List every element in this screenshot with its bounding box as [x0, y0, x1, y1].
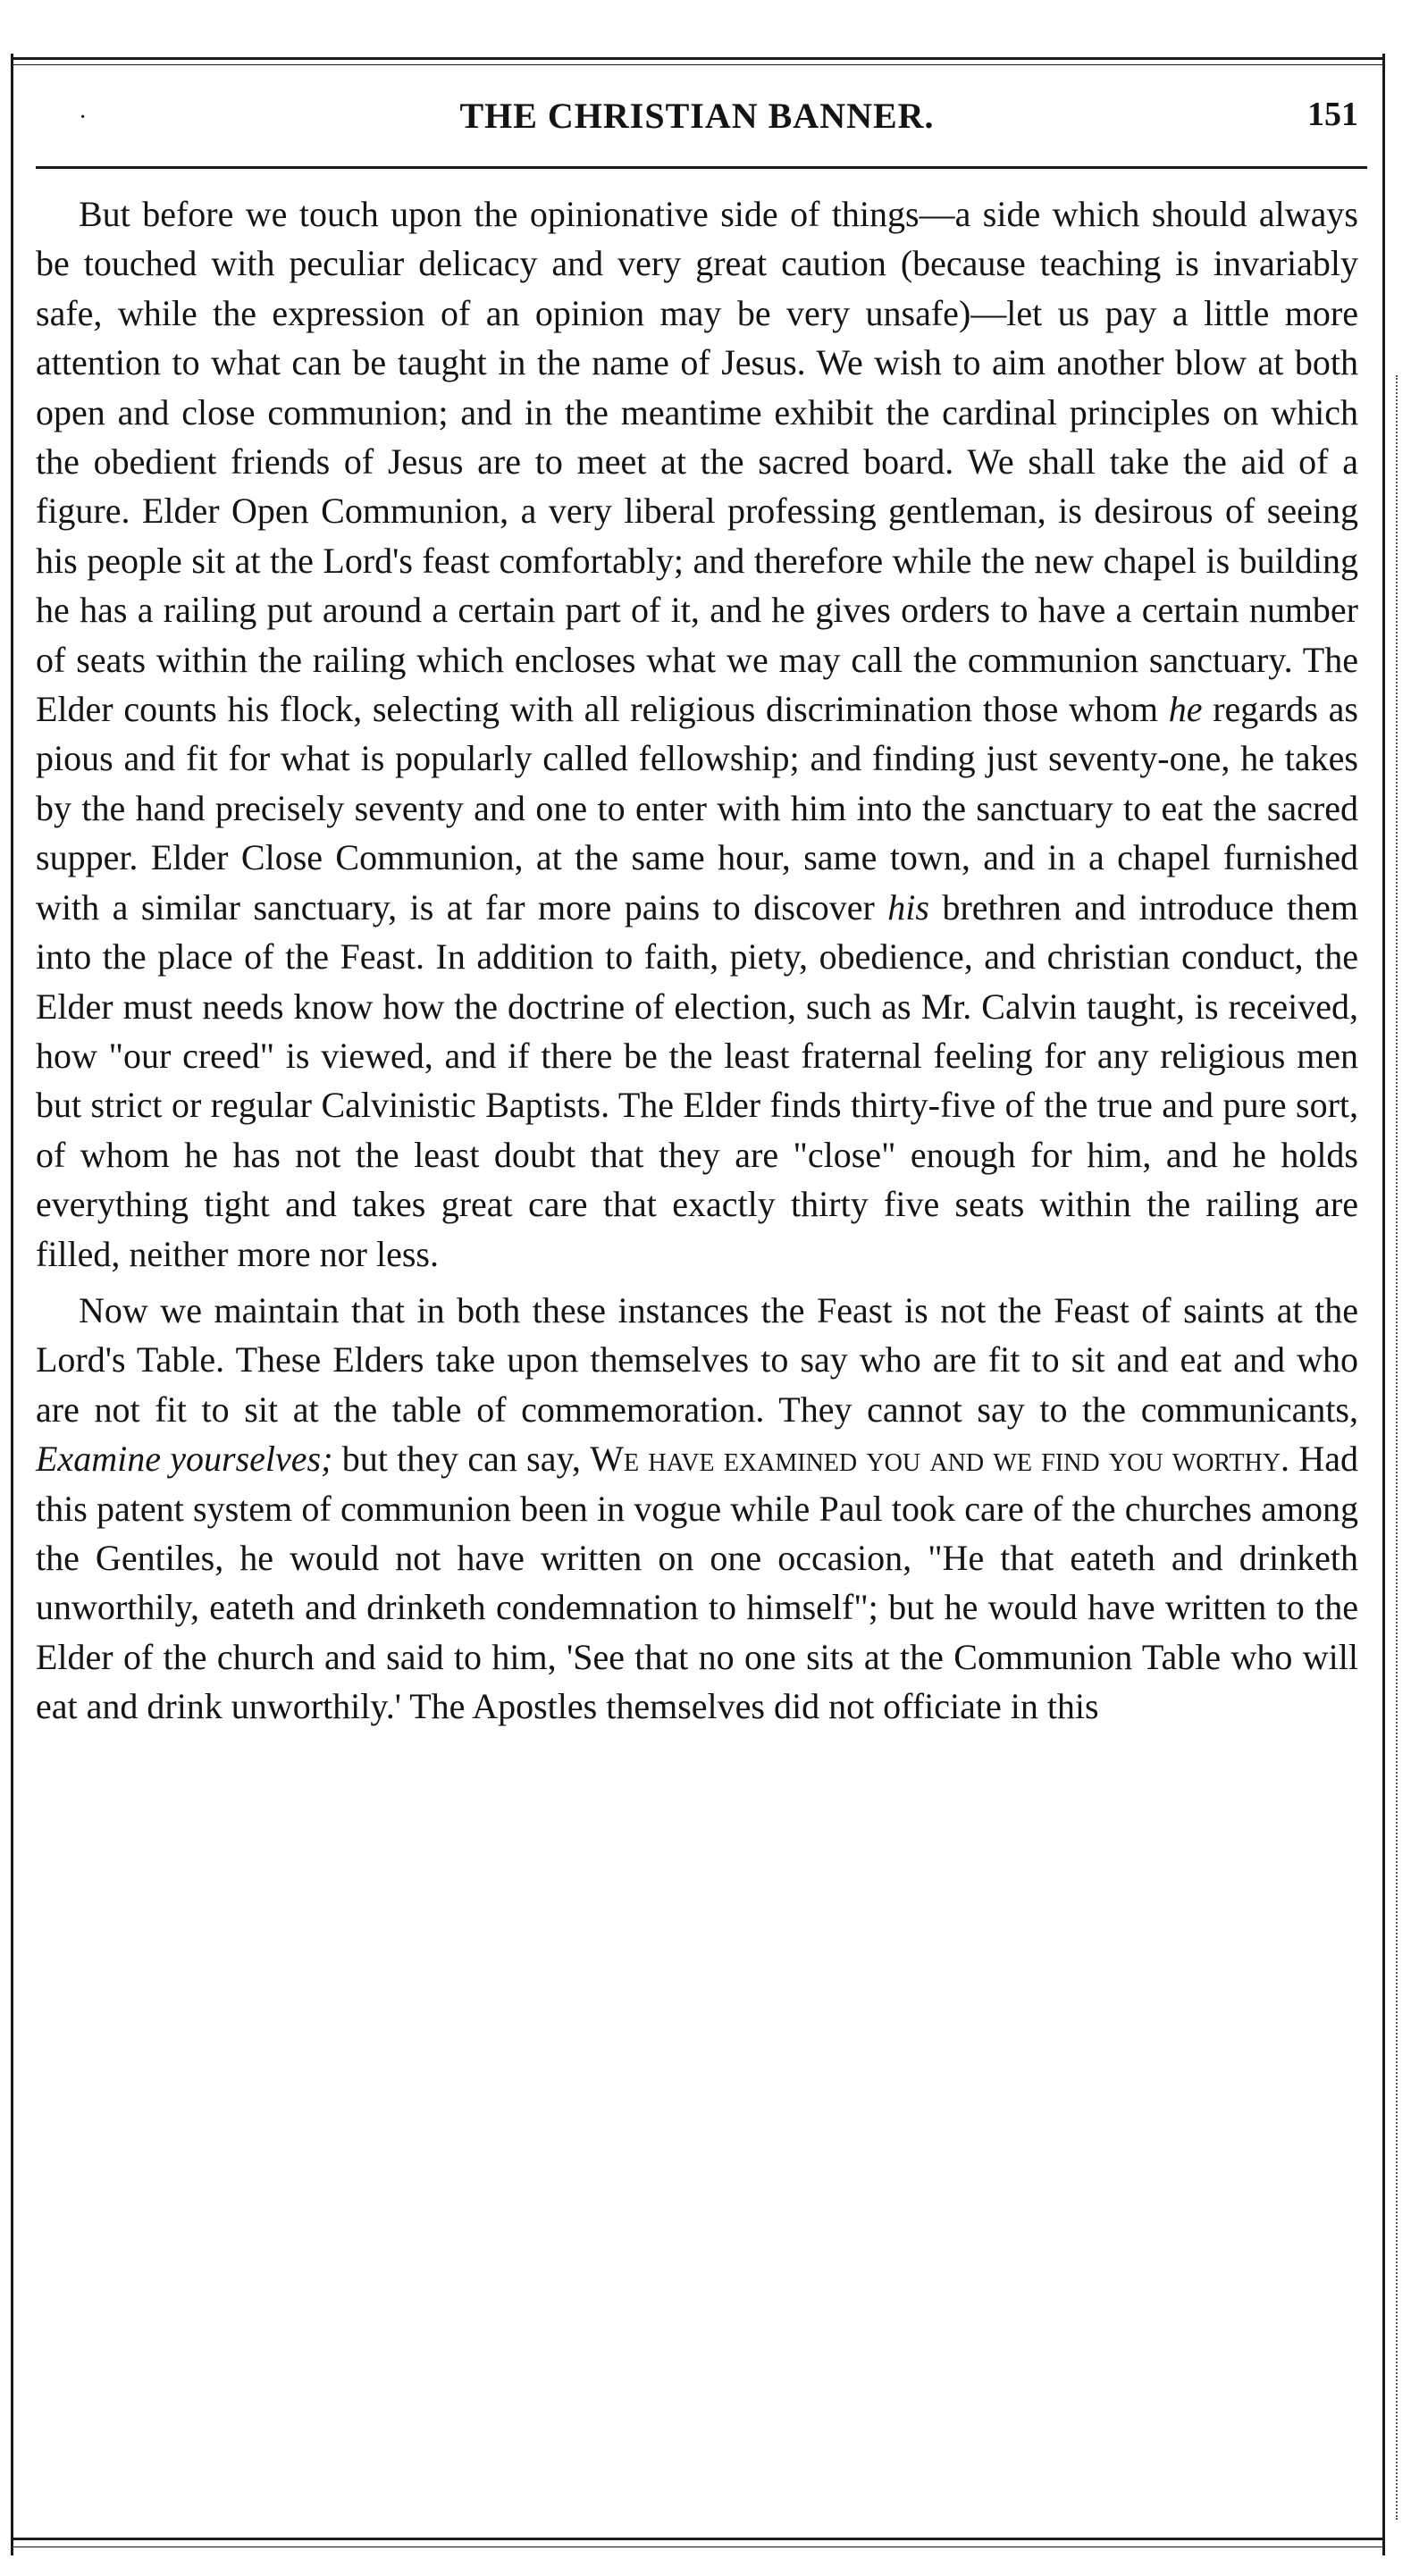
header-rule	[36, 166, 1367, 169]
paragraph-2-text-2: but they can say,	[332, 1439, 591, 1480]
top-border-rule	[11, 57, 1385, 60]
bottom-border-rule	[11, 2538, 1385, 2540]
margin-marks	[1396, 375, 1401, 2520]
paragraph-2-text-3: Had this patent system of communion been in vogue while Paul took care of the churches among the Gentiles, he would not have written on one occasion, "He that eateth and drinketh unworthily, eateth and drinketh condemnation to himself"; but he would have written to the Elder of the church and said to him, 'See that no one sits at the Communion Table who will eat and drink unworthily.' The Apostles themselves did not officiate in this	[36, 1439, 1358, 1727]
paragraph-1-text-3: brethren and introduce them into the place of the Feast. In addition to faith, piety, obedience, and christian conduct, the Elder must needs know how the doctrine of election, such as Mr. Calvin taught, is received, how "our creed" is viewed, and if there be the least fraternal feeling for any religious men but strict or regular Calvinistic Baptists. The Elder finds thirty-five of the true and pure sort, of whom he has not the least doubt that they are "close" enough for him, and he holds everything tight and takes great care that exactly thirty five seats within the railing are filled, neither more nor less.	[36, 886, 1358, 1274]
paragraph-1	[36, 189, 1358, 1279]
paragraph-1-text: But before we touch upon the opinionative side of things—a side which should always be touched with peculiar delicacy and very great caution (because teaching is invariably safe, while the expression of an opinion may be very unsafe)—let us pay a little more attention to what can be taught in the name of Jesus. We wish to aim another blow at both open and close communion; and in the meantime exhibit the cardinal principles on which the obedient friends of Jesus are to meet at the sacred board. We shall take the aid of a figure. Elder Open Communion, a very liberal professing gentleman, is desirous of seeing his people sit at the Lord's feast comfortably; and therefore while the new chapel is building he has a railing put around a certain part of it, and he gives orders to have a certain number of seats within the railing which encloses what we may call the communion sanctuary. The Elder counts his flock, selecting with all religious discrimination those whom	[36, 194, 1358, 730]
paragraph-2	[36, 1286, 1358, 1732]
header-dot: ·	[79, 104, 88, 131]
article-body	[36, 189, 1358, 1732]
running-head: THE CHRISTIAN BANNER.	[459, 96, 935, 136]
page-header	[36, 89, 1358, 143]
smallcaps-examined-you: We have examined you and we find you worthy.	[590, 1439, 1290, 1480]
emphasis-his: his	[887, 886, 929, 927]
top-border-rule-inner	[13, 64, 1383, 65]
page-number: 151	[1307, 96, 1358, 133]
paragraph-2-text: Now we maintain that in both these instances the Feast is not the Feast of saints at the Lord's Table. These Elders take upon themselves to say who are fit to sit and eat and who are not fit to sit at the table of commemoration. They cannot say to the communicants,	[36, 1289, 1358, 1430]
paragraph-1-text-2: regards as pious and fit for what is popularly called fellowship; and finding just seventy-one, he takes by the hand precisely seventy and one to enter with him into the sanctuary to eat the sacred supper. Elder Close Communion, at the same hour, same town, and in a chapel furnished with a similar sanctuary, is at far more pains to discover	[36, 689, 1358, 927]
emphasis-examine-yourselves: Examine yourselves;	[36, 1439, 333, 1480]
emphasis-he: he	[1168, 689, 1203, 730]
